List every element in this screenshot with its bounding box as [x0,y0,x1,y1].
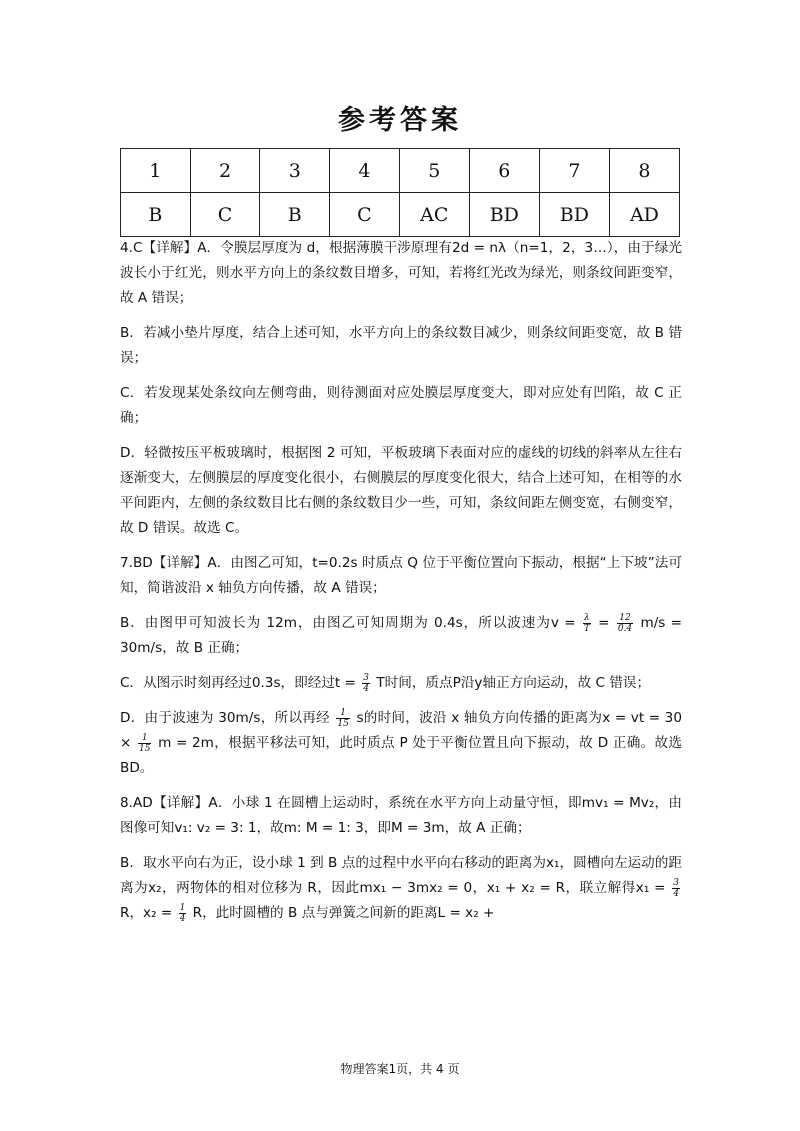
fraction-denominator: 15 [139,743,151,754]
fraction-3-over-4 [362,673,370,694]
fraction-denominator: 4 [179,913,186,924]
table-cell: 2 [190,149,260,193]
fraction-lambda-over-t [583,613,591,634]
answer-table [120,148,680,237]
fraction-numerator: 1 [179,902,186,913]
fraction-denominator: 0.4 [617,623,633,634]
q8-part-b [120,851,682,926]
table-cell: BD [469,193,539,237]
q7-b-text-1: B．由图甲可知波长为 12m，由图乙可知周期为 0.4s，所以波速为v = [120,615,576,631]
q7-part-c [120,671,682,696]
q7-part-a: 7.BD【详解】A．由图乙可知，t=0.2s 时质点 Q 位于平衡位置向下振动，根据“上下坡”法可知，简谐波沿 x 轴负方向传播，故 A 错误； [120,555,682,596]
table-cell: B [121,193,191,237]
table-cell: 4 [330,149,400,193]
q4-part-d: D．轻微按压平板玻璃时，根据图 2 可知，平板玻璃下表面对应的虚线的切线的斜率从左往右逐渐变大，左侧膜层的厚度变化很小，右侧膜层的厚度变化很大，结合上述可知，在相等的水平间距内，左侧的条纹数目比右侧的条纹数目少一些，可知，条纹间距左侧变宽，右侧变窄，故 D 错误。故选 C。 [120,445,682,536]
fraction-denominator: 4 [363,683,370,694]
fraction-numerator: 12 [617,613,633,624]
q8-b-text-1: B．取水平向右为正，设小球 1 到 B 点的过程中水平向右移动的距离为x₁，圆槽向左运动的距离为x₂，两物体的相对位移为 R，因此mx₁ − 3mx₂ = 0，x₁ + x₂ = R，联立解得x₁ = [120,855,682,896]
table-cell: 6 [469,149,539,193]
table-cell: AD [609,193,679,237]
q7-d-text-1: D．由于波速为 30m/s，所以再经 [120,710,330,726]
fraction-numerator: 1 [138,733,151,744]
fraction-denominator: T [583,623,590,634]
q8-b-text-3: R，此时圆槽的 B 点与弹簧之间新的距离L = x₂ + [192,905,495,921]
table-cell: 8 [609,149,679,193]
q7-part-b [120,611,682,661]
fraction-numerator: 1 [336,708,349,719]
table-cell: B [260,193,330,237]
question-number-row [121,149,680,193]
solutions-body [120,236,682,930]
table-cell: C [330,193,400,237]
fraction-denominator: 15 [337,718,349,729]
fraction-numerator: 3 [363,672,370,683]
table-cell: C [190,193,260,237]
fraction-1-over-15 [336,708,349,729]
table-cell: AC [399,193,469,237]
q8-b-text-2: R，x₂ = [120,905,173,921]
table-cell: 7 [539,149,609,193]
q7-c-text-2: T时间，质点P沿y轴正方向运动，故 C 错误； [376,675,651,691]
q7-c-text-1: C．从图示时刻再经过0.3s，即经过t = [120,675,356,691]
page-title: 参考答案 [338,105,462,136]
table-cell: 5 [399,149,469,193]
table-cell: BD [539,193,609,237]
fraction-12-over-0-4 [617,613,633,634]
q7-b-text-2: m/s = 30m/s，故 B 正确； [120,615,683,656]
q8-part-a: 8.AD【详解】A．小球 1 在圆槽上运动时，系统在水平方向上动量守恒，即mv₁ = Mv₂，由图像可知v₁: v₂ = 3: 1，故m: M = 1: 3，即M = 3m，故 A 正确； [120,795,682,836]
q7-d-text-2: s的时间，波沿 x 轴负方向传播的距离为x = vt = 30 × [120,710,682,751]
q7-b-equals: = [598,615,610,631]
table-cell: 3 [260,149,330,193]
q7-d-text-3: m = 2m，根据平移法可知，此时质点 P 处于平衡位置且向下振动，故 D 正确。故选 BD。 [120,735,682,776]
fraction-denominator: 4 [673,888,680,899]
fraction-numerator: λ [584,612,590,623]
q4-part-b: B．若减小垫片厚度，结合上述可知，水平方向上的条纹数目减少，则条纹间距变宽，故 B 错误； [120,325,682,366]
answer-row [121,193,680,237]
fraction-1-over-4 [179,903,187,924]
fraction-3-over-4 [672,878,680,899]
q4-part-a: 4.C【详解】A．令膜层厚度为 d，根据薄膜干涉原理有2d = nλ（n=1，2，3…），由于绿光波长小于红光，则水平方向上的条纹数目增多，可知，若将红光改为绿光，则条纹间距变窄，故 A 错误； [120,240,682,306]
table-cell: 1 [121,149,191,193]
fraction-numerator: 3 [673,877,680,888]
q4-part-c: C．若发现某处条纹向左侧弯曲，则待测面对应处膜层厚度变大，即对应处有凹陷，故 C 正确； [120,385,682,426]
page-footer: 物理答案1页，共 4 页 [340,1062,460,1076]
fraction-1-over-15 [138,733,151,754]
q7-part-d [120,706,682,781]
